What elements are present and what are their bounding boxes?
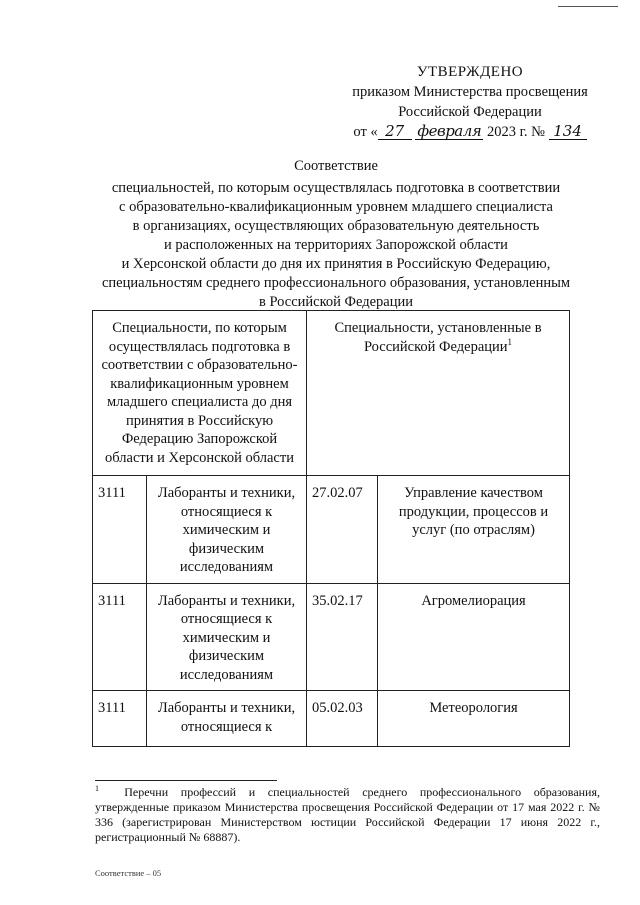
row-spec-name: Управление качеством продукции, процессов и услуг (по отраслям) [378,476,570,584]
table-row [93,691,570,747]
approval-line-federation: Российской Федерации [398,104,542,120]
handwritten-day: 27 [378,123,412,140]
correspondence-table [92,310,570,747]
title-line-1: специальностей, по которым осуществлялась подготовка в соответствии [111,180,561,196]
page-footer: Соответствие – 05 [95,868,162,878]
handwritten-order-number: 134 [549,123,587,140]
title-heading: Соответствие [294,158,378,174]
document-title [60,157,612,312]
footnote [95,785,600,845]
row-profession: Лаборанты и техники, относящиеся к химическим и физическим исследованиям [147,583,307,691]
title-line-5: и Херсонской области до дня их принятия в Российскую Федерацию, [121,256,551,272]
header-russian-specialties-text: Специальности, установленные в Российской Федерации [334,320,542,355]
title-line-3: в организациях, осуществляющих образовательную деятельность [132,218,540,234]
footnote-ref: 1 [507,336,513,347]
approved-label: УТВЕРЖДЕНО [416,64,524,80]
approval-line-ministry: приказом Министерства просвещения [352,84,588,100]
row-spec-name: Агромелиорация [378,583,570,691]
title-line-6: специальностям среднего профессионального образования, установленным [101,275,571,291]
row-spec-name: Метеорология [378,691,570,747]
year-text: 2023 г. № [486,124,545,140]
footnote-separator [95,780,277,781]
row-code: 3111 [93,583,147,691]
title-line-4: и расположенных на территориях Запорожской области [164,237,508,253]
handwritten-month: февраля [415,123,483,140]
header-russian-specialties [307,311,570,476]
row-code: 3111 [93,691,147,747]
footnote-text: Перечни профессий и специальностей среднего профессионального образования, утвержденные приказом Министерства просвещения Российской Федерации от 17 мая 2022 г. № 336 (зарегистрирован Министерством юстиции Российской Федерации 17 июня 2022 г., регистрационный № 68887). [95,785,601,844]
title-line-7: в Российской Федерации [258,294,414,310]
row-spec-code: 35.02.17 [307,583,378,691]
row-profession: Лаборанты и техники, относящиеся к химическим и физическим исследованиям [147,476,307,584]
approval-block [325,62,615,142]
row-spec-code: 27.02.07 [307,476,378,584]
order-date-line [325,122,615,142]
row-spec-code: 05.02.03 [307,691,378,747]
table-row [93,583,570,691]
footnote-mark: 1 [95,784,99,793]
top-corner-rule [558,6,618,7]
table-header-row [93,311,570,476]
row-code: 3111 [93,476,147,584]
title-line-2: с образовательно-квалификационным уровнем младшего специалиста [119,199,553,215]
row-profession: Лаборанты и техники, относящиеся к [147,691,307,747]
header-former-specialties: Специальности, по которым осуществлялась подготовка в соответствии с образовательно-квалификационным уровнем младшего специалиста до дня принятия в Российскую Федерацию Запорожской области и Херсонской области [93,311,307,476]
date-prefix: от « [353,124,378,140]
table-row [93,476,570,584]
